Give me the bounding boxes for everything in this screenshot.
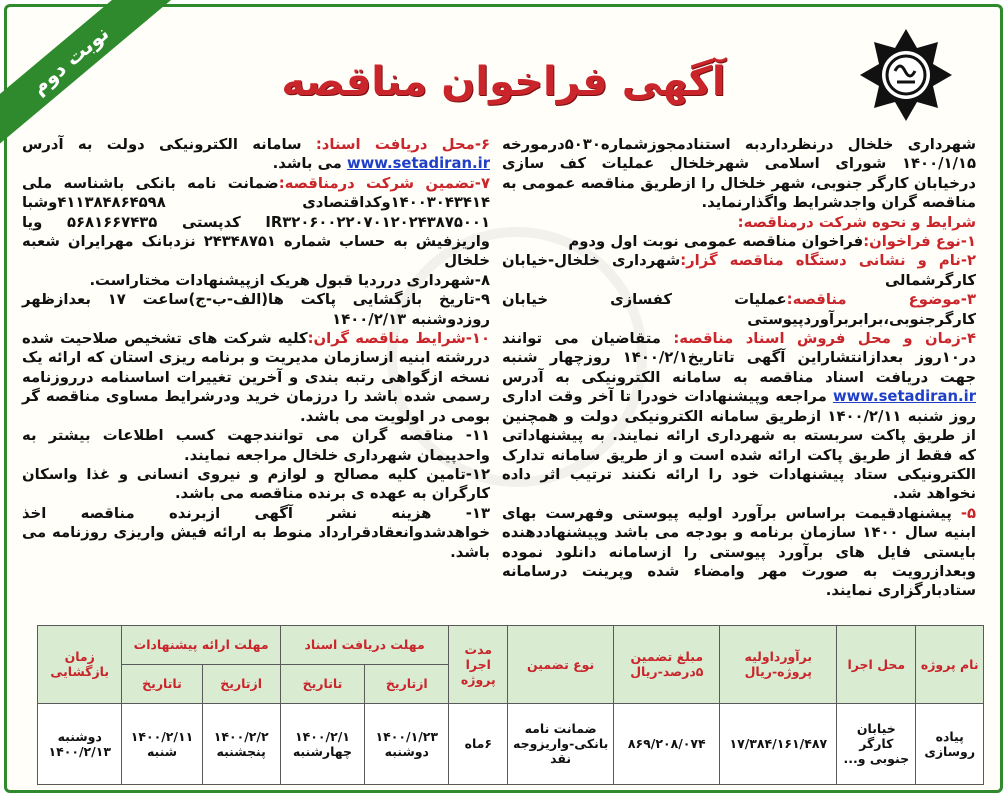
item-10-text: کلیه شرکت های تشخیص صلاحیت شده دررشته ابنیه ازسازمان مدیریت و برنامه ریزی استان که ارائه یک نسخه ازگواهی رتبه بندی و آخرین تغییرات اساسنامه درروزنامه رسمی شده باشد را درزمان خرید ودرشرایط مساوی مناقصه گر بومی در اولویت می باشد. (22, 330, 490, 425)
item-3-label: ۳-موضوع مناقصه: (786, 291, 976, 309)
item-4-text-a: متقاضیان می توانند در۱۰روز بعدازانتشاراین آگهی تاتاریخ۱۴۰۰/۲/۱ روزچهار شنبه جهت دریافت اسناد مناقصه به سامانه الکترونیکی به آدرس (502, 330, 976, 386)
item-13: ۱۳- هزینه نشر آگهی ازبرنده مناقصه اخذ خواهدشدوانعقادقرارداد منوط به ارائه فیش واریزی روزنامه می باشد. (22, 504, 490, 561)
item-1-text: فراخوان مناقصه عمومی نوبت اول ودوم (568, 233, 864, 251)
item-4 (502, 329, 976, 504)
header-guarantee-amount: مبلغ تضمین ۵درصد-ریال (614, 626, 720, 704)
item-2-label: ۲-نام و نشانی دستگاه مناقصه گزار: (680, 252, 977, 270)
header-duration: مدت اجرا پروژه (449, 626, 508, 704)
announcement-frame (4, 4, 1003, 793)
header-estimate: برآورداولیه پروژه-ریال (720, 626, 837, 704)
conditions-heading: شرایط و نحوه شرکت درمناقصه: (737, 213, 976, 231)
cell-guarantee-type: ضمانت نامه بانکی-واریزوجه نقد (508, 703, 614, 784)
item-6 (22, 135, 490, 174)
second-round-ribbon: نوبت دوم (0, 0, 178, 155)
cell-opening: دوشنبه ۱۴۰۰/۲/۱۳ (38, 703, 122, 784)
cell-offers-to: ۱۴۰۰/۲/۱۱ شنبه (122, 703, 202, 784)
tender-table-wrapper (37, 625, 984, 785)
item-3-text: عملیات کفسازی خیابان کارگرجنوبی،برابربرآوردپیوستی (502, 291, 976, 328)
item-4-label: ۴-زمان و محل فروش اسناد مناقصه: (673, 330, 976, 348)
item-12: ۱۲-تامین کلیه مصالح و لوازم و نیروی انسانی و غذا واسکان کارگران به عهده ی برنده مناقصه می باشد. (22, 465, 490, 503)
cell-docs-to: ۱۴۰۰/۲/۱ چهارشنبه (280, 703, 364, 784)
item-2 (502, 251, 976, 290)
cell-project: پیاده روسازی (916, 703, 984, 784)
header-docs-deadline: مهلت دریافت اسناد (280, 626, 449, 665)
header-docs-to: تاتاریخ (280, 664, 364, 703)
item-6-tail: می باشد. (272, 155, 342, 173)
header-docs-from: ازتاریخ (365, 664, 449, 703)
item-6-text: سامانه الکترونیکی دولت به آدرس (22, 136, 302, 153)
header-project: نام پروژه (916, 626, 984, 704)
item-6-label: ۶-محل دریافت اسناد: (315, 136, 491, 153)
item-5-text: پیشنهادقیمت براساس برآورد اولیه پیوستی وفهرست بهای ابنیه سال ۱۴۰۰ سازمان برنامه و بودجه می باشد وپیشنهاددهنده بایستی فایل های برآورد پیوستی را ازسامانه دانلود نموده وبعدازرویت به صورت مهر وامضاء شده وپرینت درسامانه ستادبارگزاری نمایند. (502, 504, 976, 600)
setadiran-link-2[interactable]: www.setadiran.ir (346, 155, 490, 173)
cell-location: خیابان کارگر جنوبی و... (837, 703, 916, 784)
item-11: ۱۱- مناقصه گران می توانندجهت کسب اطلاعات بیشتر به واحدپیمان شهرداری خلخال مراجعه نمایند. (22, 427, 490, 464)
item-1 (502, 232, 976, 251)
item-5 (502, 504, 976, 601)
item-10-label: ۱۰-شرایط مناقصه گران: (307, 330, 490, 348)
cell-guarantee-amount: ۸۶۹/۲۰۸/۰۷۴ (614, 703, 720, 784)
header-offers-to: تاتاریخ (122, 664, 202, 703)
cell-estimate: ۱۷/۳۸۴/۱۶۱/۴۸۷ (720, 703, 837, 784)
item-7-label: ۷-تضمین شرکت درمناقصه: (278, 174, 490, 192)
right-column (502, 135, 976, 601)
intro-paragraph: شهرداری خلخال درنظرداردبه استنادمجوزشماره۵۰۳۰درمورخه ۱۴۰۰/۱/۱۵ شورای اسلامی شهرخلخال عملیات کف سازی درخیابان کارگر جنوبی، شهر خلخال را ازطریق مناقصه عمومی به مناقصه گران واجدشرایط واگذارنماید. (502, 136, 976, 212)
item-5-label: ۵- (960, 504, 977, 522)
announcement-title: آگهی فراخوان مناقصه (281, 59, 726, 105)
item-1-label: ۱-نوع فراخوان: (863, 233, 976, 251)
header-opening: زمان بازگشایی (38, 626, 122, 704)
item-2-text: شهرداری خلخال-خیابان کارگرشمالی (502, 252, 976, 289)
cell-docs-from: ۱۴۰۰/۱/۲۳ دوشنبه (365, 703, 449, 784)
item-3 (502, 290, 976, 329)
item-9: ۹-تاریخ بازگشایی پاکت ها(الف-ب-ج)ساعت ۱۷ بعدازظهر روزدوشنبه ۱۴۰۰/۲/۱۳ (22, 291, 490, 328)
table-header-row (38, 626, 984, 665)
item-7-text: ضمانت نامه بانکی باشناسه ملی ۱۴۰۰۳۰۴۳۴۱۴وکداقتصادی ۴۱۱۳۸۴۸۶۴۵۹۸وشبا IR۳۲۰۶۰۰۲۲۰۷۰۱۲۰۲۴۳۸۷۵۰۰۱ کدپستی ۵۶۸۱۶۶۷۴۳۵ ویا واریزفیش به حساب شماره ۲۴۳۴۸۷۵۱ نزدبانک مهرایران شعبه خلخال (22, 174, 490, 270)
header-location: محل اجرا (837, 626, 916, 704)
item-7 (22, 174, 490, 271)
setadiran-link[interactable]: www.setadiran.ir (832, 388, 976, 406)
header-guarantee-type: نوع تضمین (508, 626, 614, 704)
item-4-text-b: مراجعه وپیشنهادات خودرا تا آخر وقت اداری روز شنبه ۱۴۰۰/۲/۱۱ ازطریق سامانه الکترونیکی دولت و همچنین از طریق پاکت سربسته به شهرداری ارائه نمایند. به پیشنهاداتی که فقط از طریق پاکت ارائه شده است و از طریق سامانه تدارک الکترونیکی ستاد پیشنهادات خود را ارائه نکنند ترتیب اثر داده نخواهد شد. (502, 388, 976, 503)
table-row (38, 703, 984, 784)
header-offers-deadline: مهلت ارائه پیشنهادات (122, 626, 280, 665)
item-10 (22, 329, 490, 426)
item-8: ۸-شهرداری درردیا قبول هریک ازپیشنهادات مختاراست. (89, 271, 490, 289)
tender-table (37, 625, 984, 785)
header-offers-from: ازتاریخ (202, 664, 280, 703)
cell-offers-from: ۱۴۰۰/۲/۲ پنجشنبه (202, 703, 280, 784)
cell-duration: ۶ماه (449, 703, 508, 784)
left-column (22, 135, 490, 562)
